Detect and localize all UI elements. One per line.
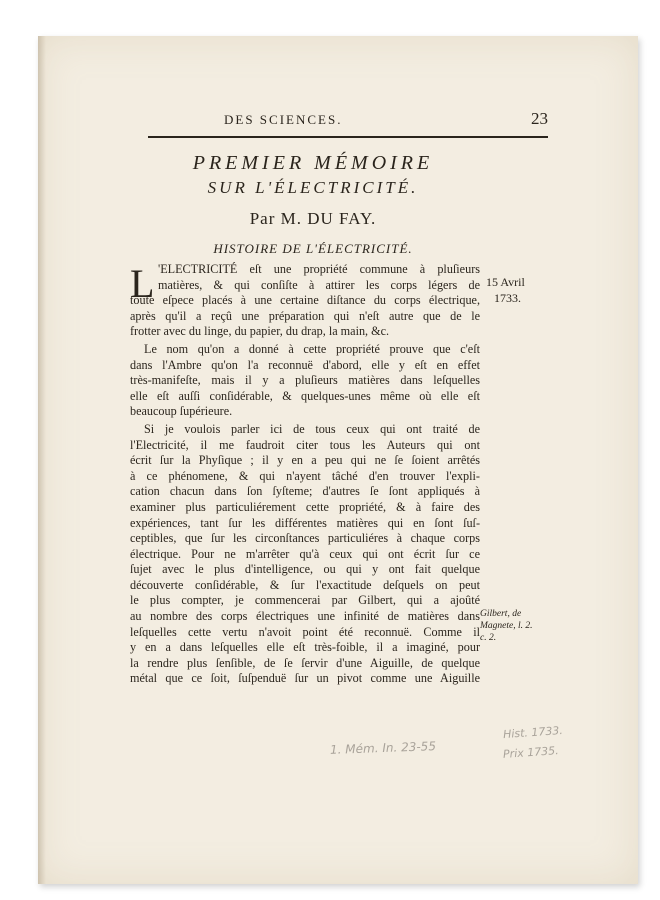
margin-gilbert-line: Gilbert, de bbox=[480, 609, 522, 619]
title-line-2: SUR L'ÉLECTRICITÉ. bbox=[207, 178, 419, 197]
text-line: dans l'Ambre qu'on l'a reconnuë d'abord, elle y eſt en effet bbox=[130, 357, 480, 372]
margin-gilbert-line: c. 2. bbox=[480, 633, 497, 643]
margin-note-date bbox=[486, 274, 556, 306]
text-line: leſquelles cette vertu n'avoit point été reconnuë. Comme il bbox=[130, 624, 480, 639]
text-line: métal que ce ſoit, ſuſpenduë ſur un pivot comme une Aiguille bbox=[130, 671, 480, 686]
document-page bbox=[38, 36, 638, 884]
text-line: beaucoup ſupérieure. bbox=[130, 404, 233, 419]
header-rule bbox=[148, 136, 548, 138]
section-heading: HISTOIRE DE L'ÉLECTRICITÉ. bbox=[213, 241, 413, 256]
text-line: y en a dans leſquelles elle eſt très-foible, il a imaginé, pour bbox=[130, 640, 480, 655]
text-line: le plus compter, je commencerai par Gilbert, qui a ajoûté bbox=[130, 593, 480, 608]
pencil-annotation-b: Prix 1735. bbox=[502, 744, 560, 761]
drop-cap: L bbox=[130, 261, 155, 306]
title-line-1: PREMIER MÉMOIRE bbox=[192, 152, 434, 174]
text-line: au nombre des corps électriques une infinité de matières dans bbox=[130, 609, 480, 624]
text-line: expériences, tant ſur les différentes matières qui en ſont ſuſ- bbox=[130, 515, 480, 530]
text-line: Si je voulois parler ici de tous ceux qui ont traité de bbox=[144, 421, 480, 436]
text-line: à ce phénomene, & qui n'ayent tâché d'en trouver l'expli- bbox=[130, 468, 480, 483]
text-line: très-manifeſte, mais il y a pluſieurs matières dans leſquelles bbox=[130, 373, 480, 388]
text-line: elle eſt auſſi conſidérable, & quelques-unes même où elle eſt bbox=[130, 388, 480, 403]
margin-gilbert-line: Magnete, l. 2. bbox=[480, 621, 533, 631]
text-line: ceptibles, que ſur les circonſtances particuliéres à chaque corps bbox=[130, 531, 480, 546]
text-line: 'ELECTRICITÉ eſt une propriété commune à pluſieurs bbox=[158, 262, 480, 276]
text-line: électrique. Pour ne m'arrêter qu'à ceux qui ont écrit ſur ce bbox=[130, 546, 480, 561]
running-title: DES SCIENCES. bbox=[224, 112, 343, 127]
text-line: Le nom qu'on a donné à cette propriété prouve que c'eſt bbox=[144, 341, 480, 356]
pencil-annotation-a: Hist. 1733. bbox=[502, 723, 564, 742]
author-line: Par M. DU FAY. bbox=[249, 209, 377, 228]
text-line: après qu'il a reçû une préparation qui n'eſt autre que de le bbox=[130, 308, 480, 323]
margin-note-gilbert bbox=[480, 608, 550, 644]
paragraph-2 bbox=[130, 342, 480, 420]
running-head bbox=[148, 109, 548, 132]
text-line: toute eſpece placés à une certaine diſtance du corps électrique, bbox=[130, 293, 480, 308]
text-line: écrit ſur la Phyſique ; il y en a peu qui ne ſe ſoient arrêtés bbox=[130, 453, 480, 468]
text-line: l'Electricité, il me faudroit citer tous les Auteurs qui ont bbox=[130, 437, 480, 452]
paragraph-1 bbox=[130, 262, 480, 340]
text-line: la rendre plus ſenſible, de ſe ſervir d'une Aiguille, de quelque bbox=[130, 655, 480, 670]
pencil-annotation-reference: 1. Mém. In. 23-55 bbox=[329, 739, 437, 757]
text-line: découverte conſidérable, & ſur l'exactitude deſquels on peut bbox=[130, 577, 480, 592]
paragraph-3 bbox=[130, 422, 480, 687]
margin-date-line: 1733. bbox=[494, 291, 521, 305]
text-line: ſujet avec le plus d'intelligence, ou qui y ont fait quelque bbox=[130, 562, 480, 577]
body-text bbox=[130, 262, 480, 687]
text-line: examiner plus particuliérement cette propriété, & à faire des bbox=[130, 499, 480, 514]
text-line: matières, & qui conſiſte à attirer les corps légers de bbox=[158, 277, 480, 292]
margin-date-line: 15 Avril bbox=[486, 275, 525, 289]
text-line: frotter avec du linge, du papier, du drap, la main, &c. bbox=[130, 324, 390, 339]
page-number: 23 bbox=[531, 109, 548, 128]
text-line: cation chacun dans ſon ſyſteme; d'autres ſe ſont appliqués à bbox=[130, 484, 480, 499]
